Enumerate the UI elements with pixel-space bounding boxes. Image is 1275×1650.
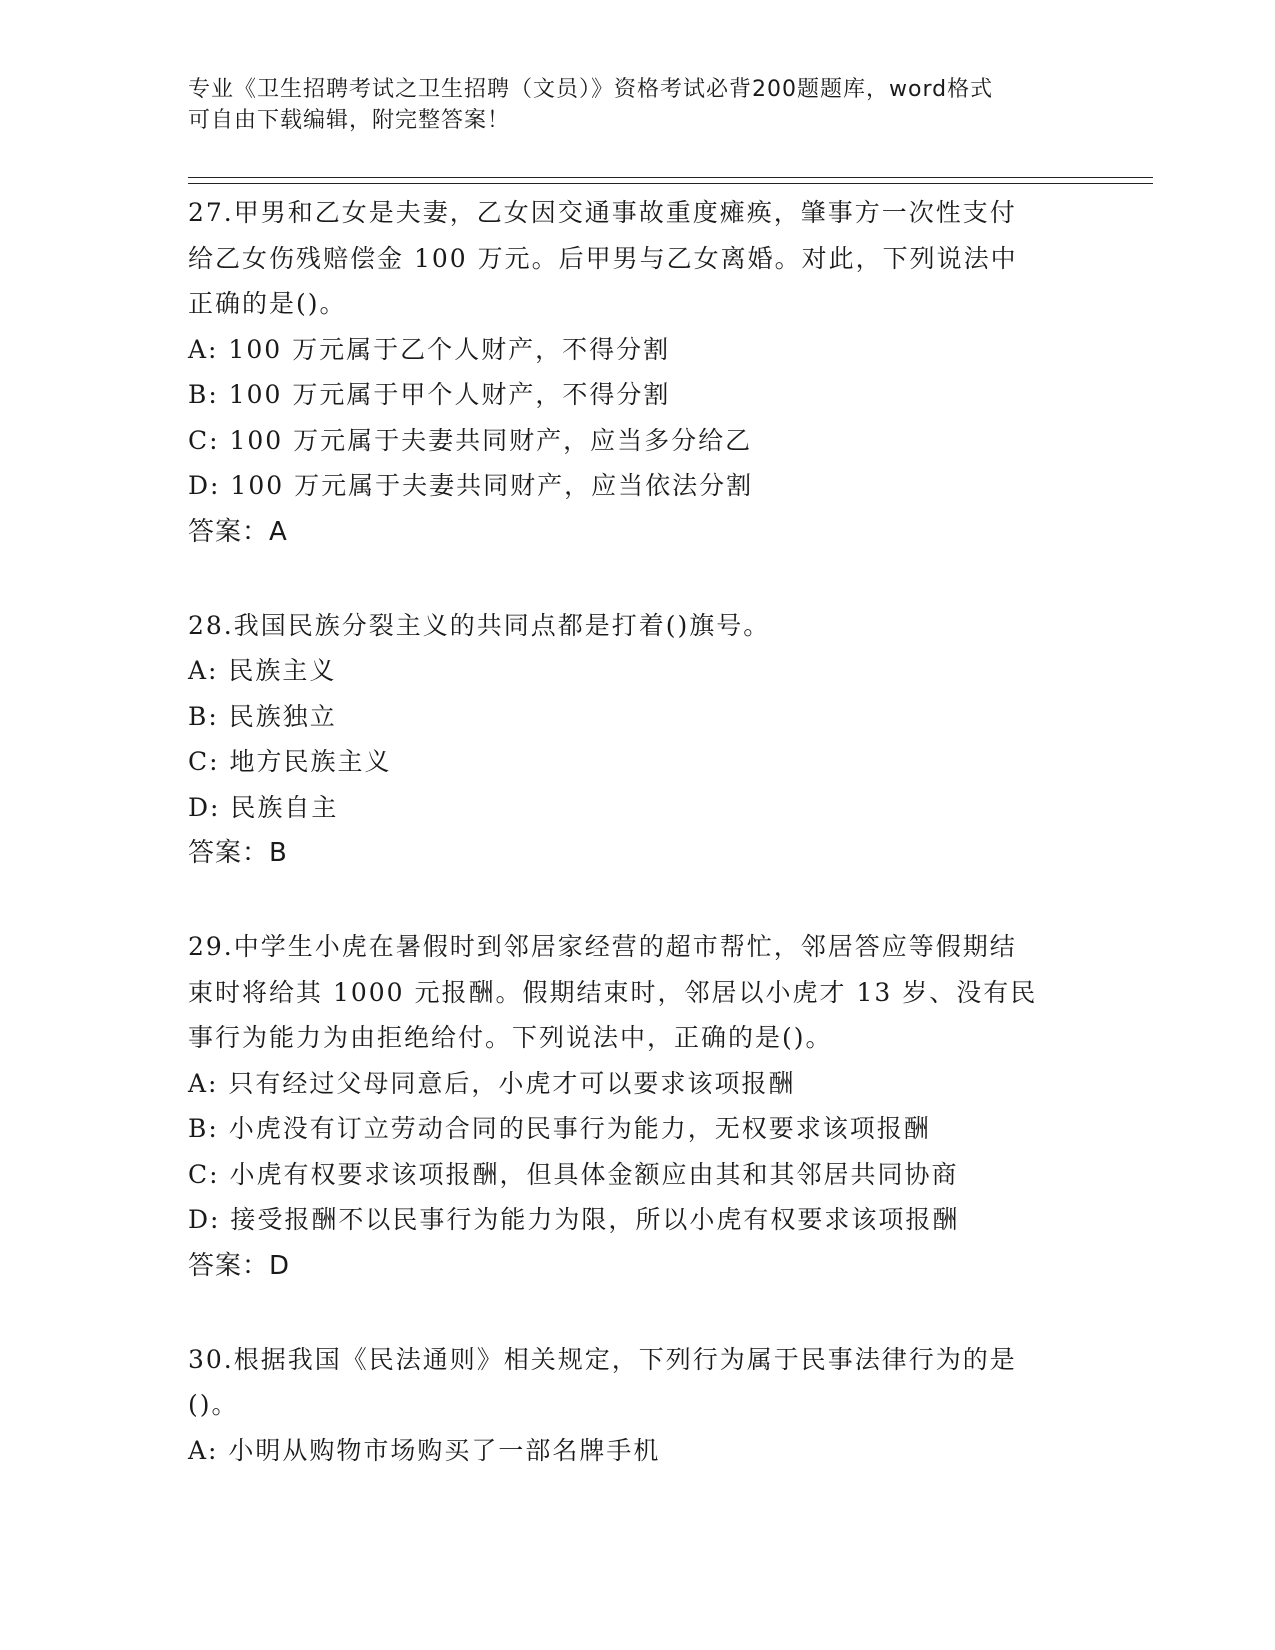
question-27 <box>188 190 1088 555</box>
option-b: B: 民族独立 <box>188 701 337 731</box>
question-stem-line: 正确的是()。 <box>188 289 347 318</box>
question-list <box>188 188 1088 1473</box>
question-spacer <box>188 1289 1088 1335</box>
header-divider-bottom <box>188 183 1153 184</box>
question-stem <box>188 1337 1088 1428</box>
question-stem-line: 29.中学生小虎在暑假时到邻居家经营的超市帮忙，邻居答应等假期结 <box>188 932 1017 961</box>
question-30 <box>188 1337 1088 1474</box>
question-spacer <box>188 876 1088 922</box>
question-28 <box>188 603 1088 877</box>
answer-line: 答案：D <box>188 1250 291 1281</box>
question-stem-line: 事行为能力为由拒绝给付。下列说法中，正确的是()。 <box>188 1023 833 1052</box>
option-b: B: 小虎没有订立劳动合同的民事行为能力，无权要求该项报酬 <box>188 1114 931 1143</box>
question-spacer <box>188 555 1088 601</box>
question-29 <box>188 924 1088 1289</box>
option-a: A: 民族主义 <box>188 656 337 685</box>
option-a: A: 100 万元属于乙个人财产，不得分割 <box>188 334 671 364</box>
option-d: D: 100 万元属于夫妻共同财产，应当依法分割 <box>188 471 754 500</box>
answer-line: 答案：B <box>188 838 288 868</box>
header-line-2: 可自由下载编辑，附完整答案！ <box>188 108 511 133</box>
header-divider-top <box>188 177 1153 178</box>
option-a: A: 小明从购物市场购买了一部名牌手机 <box>188 1435 661 1465</box>
option-c: C: 小虎有权要求该项报酬，但具体金额应由其和其邻居共同协商 <box>188 1159 959 1189</box>
question-stem-line: 束时将给其 1000 元报酬。假期结束时，邻居以小虎才 13 岁、没有民 <box>188 977 1038 1007</box>
document-header <box>188 74 1068 136</box>
question-stem-line: 给乙女伤残赔偿金 100 万元。后甲男与乙女离婚。对此，下列说法中 <box>188 243 1018 273</box>
question-stem <box>188 603 1088 649</box>
question-stem-line: 28.我国民族分裂主义的共同点都是打着()旗号。 <box>188 610 771 640</box>
header-line-1: 专业《卫生招聘考试之卫生招聘（文员）》资格考试必背200题题库，word格式 <box>188 77 994 102</box>
option-a: A: 只有经过父母同意后，小虎才可以要求该项报酬 <box>188 1068 796 1098</box>
option-d: D: 民族自主 <box>188 792 339 822</box>
question-stem-line: ()。 <box>188 1390 239 1419</box>
option-c: C: 100 万元属于夫妻共同财产，应当多分给乙 <box>188 425 753 455</box>
option-b: B: 100 万元属于甲个人财产，不得分割 <box>188 380 671 409</box>
option-c: C: 地方民族主义 <box>188 747 392 776</box>
question-stem-line: 27.甲男和乙女是夫妻，乙女因交通事故重度瘫痪，肇事方一次性支付 <box>188 198 1017 227</box>
question-stem <box>188 924 1088 1061</box>
question-stem <box>188 190 1088 327</box>
answer-line: 答案：A <box>188 516 288 547</box>
question-stem-line: 30.根据我国《民法通则》相关规定，下列行为属于民事法律行为的是 <box>188 1344 1017 1374</box>
option-d: D: 接受报酬不以民事行为能力为限，所以小虎有权要求该项报酬 <box>188 1205 960 1234</box>
